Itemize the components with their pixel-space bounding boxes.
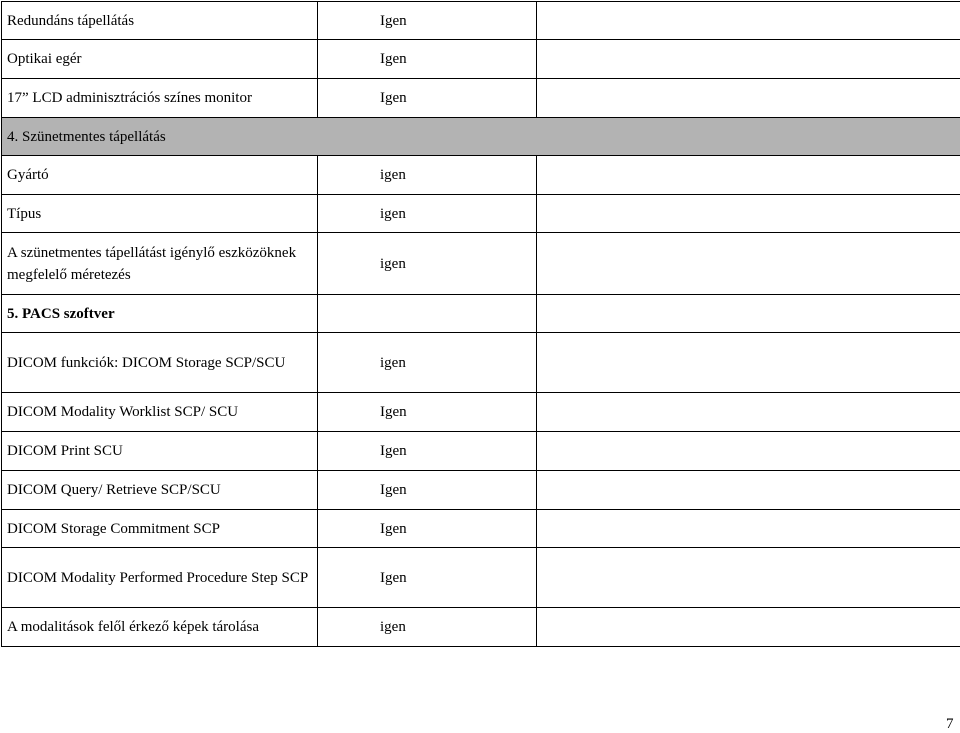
requirement-value: igen — [318, 608, 537, 647]
requirement-label: A modalitások felől érkező képek tárolása — [2, 608, 318, 647]
response-cell — [537, 195, 960, 233]
table-row — [2, 548, 960, 608]
requirement-label: DICOM Modality Performed Procedure Step SCP — [2, 548, 318, 608]
table-row — [2, 608, 960, 647]
table-row — [2, 79, 960, 118]
requirement-label: DICOM Print SCU — [2, 432, 318, 471]
requirement-value: Igen — [318, 471, 537, 510]
section-title: 4. Szünetmentes tápellátás — [2, 118, 960, 156]
section-row — [2, 118, 960, 156]
table-row — [2, 510, 960, 548]
requirement-label: A szünetmentes tápellátást igénylő eszközöknek megfelelő méretezés — [2, 233, 318, 295]
table-row — [2, 432, 960, 471]
requirement-label: Gyártó — [2, 156, 318, 195]
table-row — [2, 471, 960, 510]
requirement-value: Igen — [318, 510, 537, 548]
response-cell — [537, 471, 960, 510]
section-empty-cell — [537, 295, 960, 333]
requirements-table — [1, 1, 960, 647]
requirement-label: DICOM Storage Commitment SCP — [2, 510, 318, 548]
response-cell — [537, 608, 960, 647]
requirement-value: Igen — [318, 432, 537, 471]
table-row — [2, 333, 960, 393]
response-cell — [537, 233, 960, 295]
response-cell — [537, 156, 960, 195]
section-row — [2, 295, 960, 333]
requirement-label: DICOM Query/ Retrieve SCP/SCU — [2, 471, 318, 510]
response-cell — [537, 40, 960, 79]
page-number: 7 — [946, 716, 954, 732]
table-row — [2, 195, 960, 233]
requirement-label: Optikai egér — [2, 40, 318, 79]
requirement-value: igen — [318, 156, 537, 195]
section-title: 5. PACS szoftver — [2, 295, 318, 333]
requirement-value: Igen — [318, 548, 537, 608]
response-cell — [537, 2, 960, 40]
section-empty-cell — [318, 295, 537, 333]
requirement-value: igen — [318, 195, 537, 233]
response-cell — [537, 393, 960, 432]
response-cell — [537, 548, 960, 608]
table-row — [2, 156, 960, 195]
response-cell — [537, 79, 960, 118]
table-row — [2, 233, 960, 295]
requirement-value: Igen — [318, 79, 537, 118]
response-cell — [537, 333, 960, 393]
requirement-label: DICOM Modality Worklist SCP/ SCU — [2, 393, 318, 432]
requirement-value: Igen — [318, 2, 537, 40]
table-row — [2, 2, 960, 40]
table-row — [2, 40, 960, 79]
requirement-value: igen — [318, 233, 537, 295]
table-row — [2, 393, 960, 432]
requirement-value: Igen — [318, 393, 537, 432]
requirement-label: DICOM funkciók: DICOM Storage SCP/SCU — [2, 333, 318, 393]
response-cell — [537, 432, 960, 471]
response-cell — [537, 510, 960, 548]
requirement-label: Redundáns tápellátás — [2, 2, 318, 40]
requirement-label: 17” LCD adminisztrációs színes monitor — [2, 79, 318, 118]
requirement-value: igen — [318, 333, 537, 393]
requirement-value: Igen — [318, 40, 537, 79]
requirement-label: Típus — [2, 195, 318, 233]
